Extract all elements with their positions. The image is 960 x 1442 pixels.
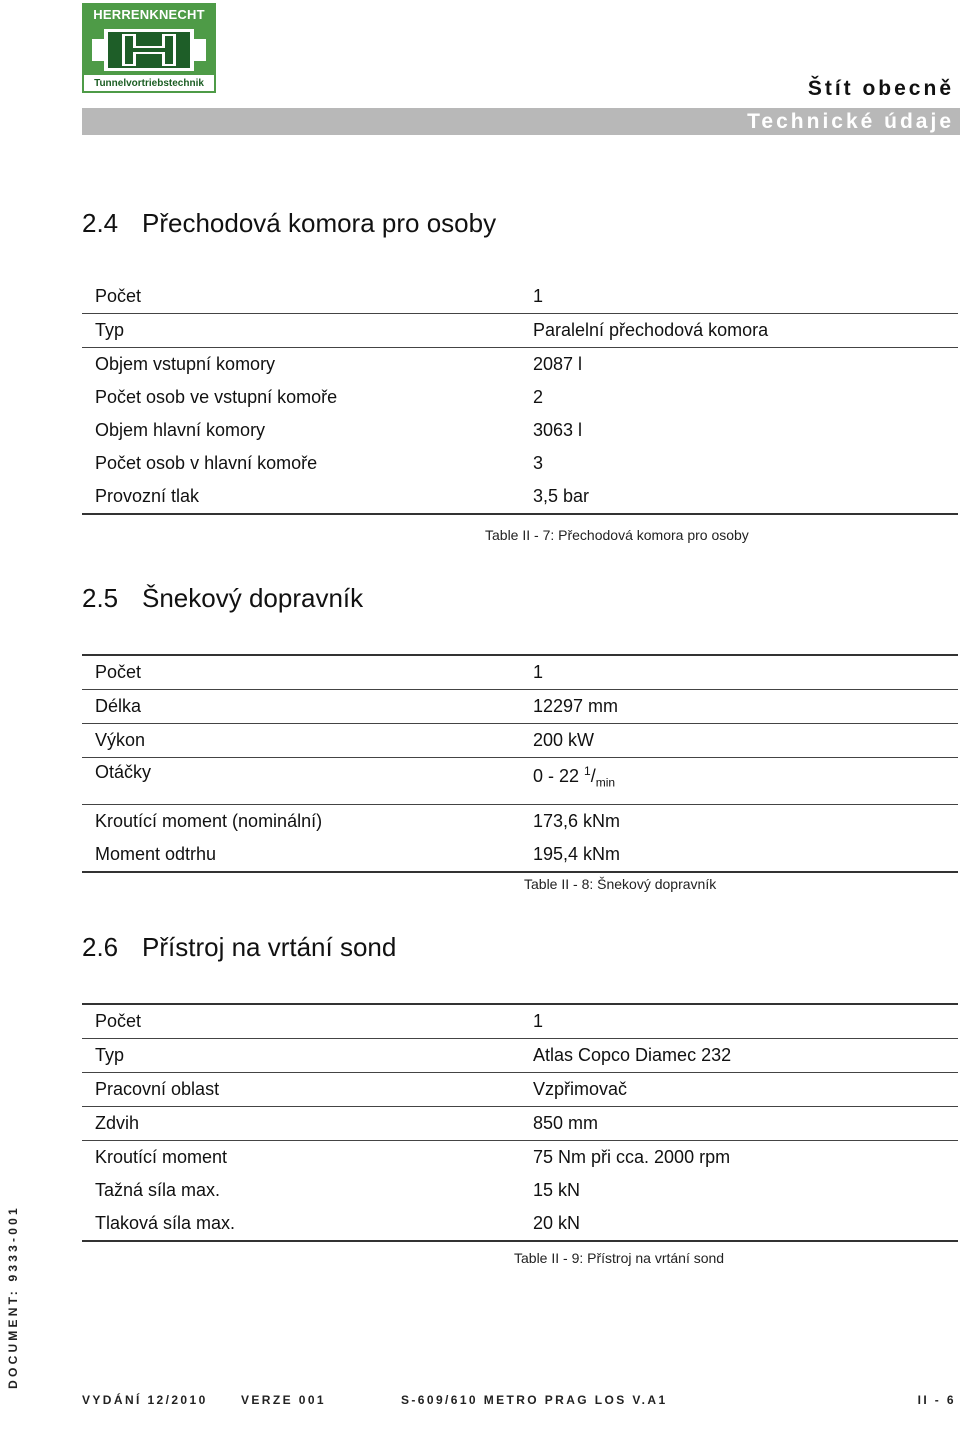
row-value: 12297 mm: [533, 690, 958, 724]
row-label: Kroutící moment: [82, 1141, 533, 1175]
table-row: [82, 805, 958, 839]
table-row: [82, 1073, 958, 1107]
row-label: Tlaková síla max.: [82, 1207, 533, 1241]
table-row: [82, 1141, 958, 1175]
row-label: Výkon: [82, 724, 533, 758]
row-value: 3,5 bar: [533, 480, 958, 514]
table-row: [82, 655, 958, 690]
row-label: Zdvih: [82, 1107, 533, 1141]
table-row: [82, 690, 958, 724]
row-value: Paralelní přechodová komora: [533, 314, 958, 348]
row-label: Kroutící moment (nominální): [82, 805, 533, 839]
table-row: [82, 480, 958, 514]
row-label: Typ: [82, 1039, 533, 1073]
row-value: 1: [533, 655, 958, 690]
row-label: Typ: [82, 314, 533, 348]
table-row: [82, 414, 958, 447]
table-row: [82, 724, 958, 758]
row-value: 195,4 kNm: [533, 838, 958, 872]
row-label: Délka: [82, 690, 533, 724]
logo-subtitle: Tunnelvortriebstechnik: [94, 78, 204, 89]
footer-project: S-609/610 METRO PRAG LOS V.A1: [401, 1393, 668, 1407]
header-bar: [82, 108, 960, 135]
section-title: Přechodová komora pro osoby: [142, 208, 497, 238]
footer-version: VERZE 001: [241, 1393, 326, 1407]
row-label: Počet: [82, 655, 533, 690]
row-value: 173,6 kNm: [533, 805, 958, 839]
footer-page: II - 6: [917, 1393, 956, 1407]
table-row: [82, 314, 958, 348]
row-value: 3: [533, 453, 544, 473]
row-label: Počet: [95, 286, 142, 306]
row-label: Otáčky: [82, 758, 533, 805]
row-label: Počet: [82, 1004, 533, 1039]
row-value: 200 kW: [533, 724, 958, 758]
rpm-numerator: 1: [584, 764, 591, 778]
table-row: [82, 1174, 958, 1207]
table-row: [82, 1004, 958, 1039]
table-row: [82, 381, 958, 414]
header-title: Štít obecně: [807, 77, 954, 100]
footer-issue: VYDÁNÍ 12/2010: [82, 1393, 208, 1407]
rpm-range: 0 - 22: [533, 766, 580, 786]
row-value: 3063 l: [533, 420, 583, 440]
row-value: 75 Nm při cca. 2000 rpm: [533, 1141, 958, 1175]
table-row: [82, 838, 958, 872]
table-row: [82, 280, 958, 314]
table-row: [82, 1039, 958, 1073]
logo-brand: HERRENKNECHT: [84, 5, 214, 25]
section-number: 2.5: [82, 583, 119, 613]
document-number-side-label: DOCUMENT: 9333-001: [6, 1205, 20, 1389]
row-label: Počet osob v hlavní komoře: [95, 453, 318, 473]
table-row: [82, 348, 958, 382]
rpm-denominator: min: [595, 775, 616, 790]
rpm-value: [533, 758, 958, 805]
table-caption: Table II - 8: Šnekový dopravník: [524, 876, 717, 892]
row-label: Pracovní oblast: [82, 1073, 533, 1107]
company-logo: [82, 3, 216, 93]
row-value: 2087 l: [533, 348, 958, 382]
section-heading-screw-conveyor: [82, 583, 363, 614]
table-row: [82, 758, 958, 805]
section-title: Přístroj na vrtání sond: [142, 932, 397, 962]
row-value: Atlas Copco Diamec 232: [533, 1039, 958, 1073]
table-row: [82, 1107, 958, 1141]
row-value: 2: [533, 387, 544, 407]
row-value: 20 kN: [533, 1207, 958, 1241]
row-value: 15 kN: [533, 1180, 581, 1200]
probe-drill-spec-table: [82, 1003, 958, 1242]
row-value: 1: [533, 286, 544, 306]
row-label: Objem hlavní komory: [95, 420, 266, 440]
table-caption: Table II - 9: Přístroj na vrtání sond: [514, 1250, 725, 1266]
row-value: Vzpřimovač: [533, 1073, 958, 1107]
section-number: 2.4: [82, 208, 119, 238]
rpm-slash: /: [590, 766, 596, 786]
table-caption: Table II - 7: Přechodová komora pro osoby: [485, 527, 749, 543]
row-label: Moment odtrhu: [82, 838, 533, 872]
screw-conveyor-spec-table: [82, 654, 958, 873]
table-row: [82, 447, 958, 480]
logo-h-emblem: [84, 25, 214, 75]
row-label: Objem vstupní komory: [82, 348, 533, 382]
section-number: 2.6: [82, 932, 119, 962]
row-value: 1: [533, 1004, 958, 1039]
table-row: [82, 1207, 958, 1241]
section-heading-probe-drill: [82, 932, 396, 963]
row-label: Počet osob ve vstupní komoře: [95, 387, 338, 407]
airlock-spec-table: [82, 280, 958, 515]
section-title: Šnekový dopravník: [142, 583, 364, 613]
header-subtitle: Technické údaje: [747, 110, 954, 133]
row-label: Provozní tlak: [82, 480, 533, 514]
row-label: Tažná síla max.: [95, 1180, 221, 1200]
row-value: 850 mm: [533, 1107, 958, 1141]
section-heading-airlock: [82, 208, 496, 239]
